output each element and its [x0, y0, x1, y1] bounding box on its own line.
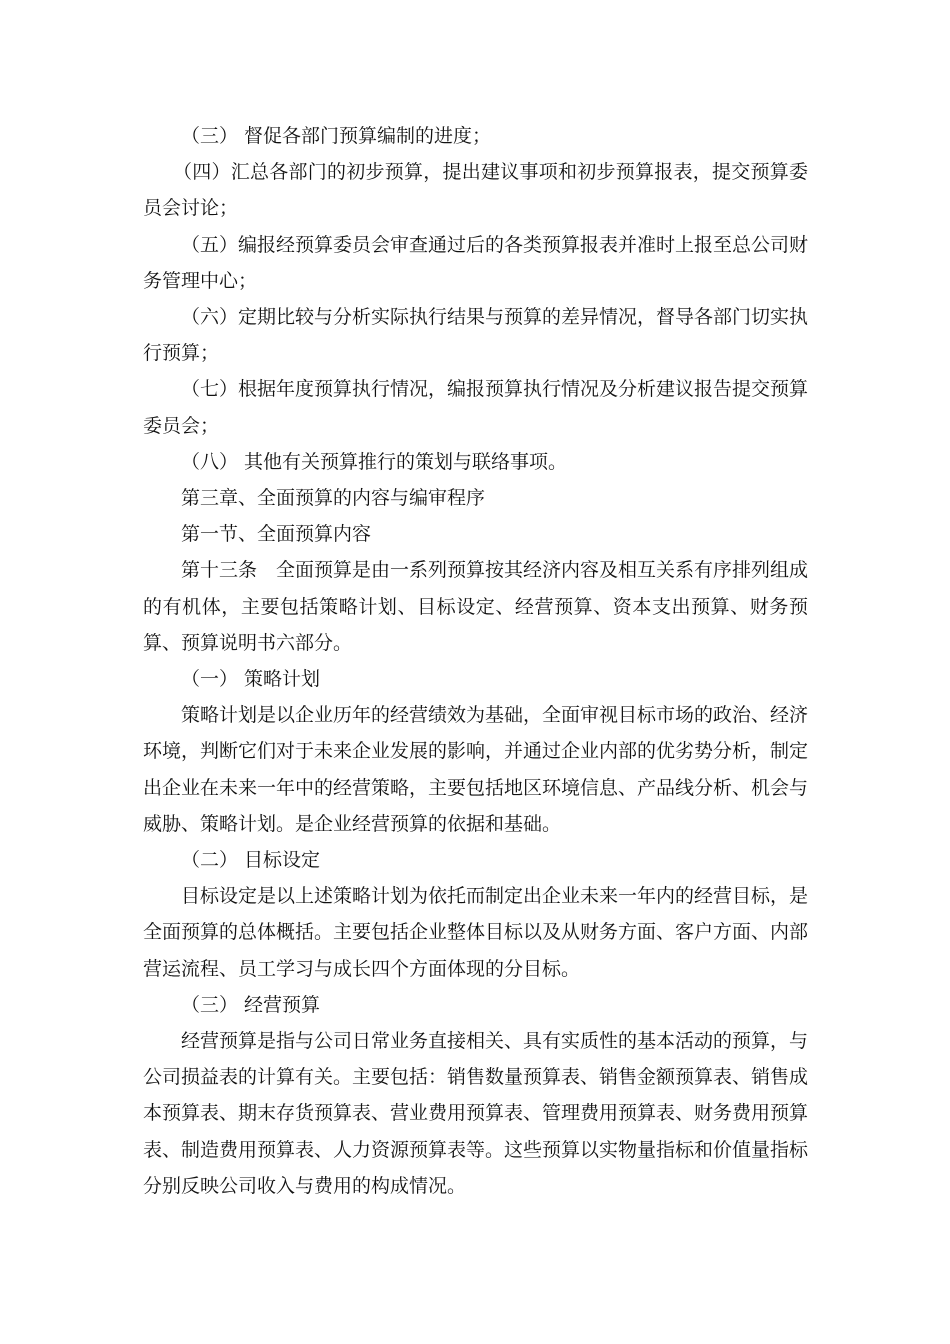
chapter-heading: 第三章、全面预算的内容与编审程序 — [181, 487, 486, 510]
list-item-three: （三） 督促各部门预算编制的进度； — [181, 125, 492, 147]
list-item-seven: （七）根据年度预算执行情况，编报预算执行情况及分析建议报告提交预算委员会； — [143, 378, 809, 437]
document-body — [143, 118, 808, 1204]
list-item-eight: （八） 其他有关预算推行的策划与联络事项。 — [181, 450, 568, 473]
subheading-operating-budget: （三） 经营预算 — [181, 993, 321, 1016]
subheading-strategy-plan: （一） 策略计划 — [181, 668, 321, 691]
list-item-five: （五）编报经预算委员会审查通过后的各类预算报表并准时上报至总公司财务管理中心； — [143, 233, 809, 292]
article-thirteen: 第十三条 全面预算是由一系列预算按其经济内容及相互关系有序排列组成的有机体，主要包括策略计划、目标设定、经营预算、资本支出预算、财务预算、预算说明书六部分。 — [143, 559, 809, 654]
paragraph-strategy-plan: 策略计划是以企业历年的经营绩效为基础，全面审视目标市场的政治、经济环境，判断它们对于未来企业发展的影响，并通过企业内部的优劣势分析，制定出企业在未来一年中的经营策略，主要包括地区环境信息、产品线分析、机会与威胁、策略计划。是企业经营预算的依据和基础。 — [143, 704, 809, 835]
paragraph-operating-budget: 经营预算是指与公司日常业务直接相关、具有实质性的基本活动的预算，与公司损益表的计算有关。主要包括：销售数量预算表、销售金额预算表、销售成本预算表、期末存货预算表、营业费用预算表、管理费用预算表、财务费用预算表、制造费用预算表、人力资源预算表等。这些预算以实物量指标和价值量指标分别反映公司收入与费用的构成情况。 — [143, 1030, 809, 1197]
section-heading: 第一节、全面预算内容 — [181, 523, 372, 546]
list-item-six: （六）定期比较与分析实际执行结果与预算的差异情况，督导各部门切实执行预算； — [143, 306, 809, 365]
paragraph-target-setting: 目标设定是以上述策略计划为依托而制定出企业未来一年内的经营目标，是全面预算的总体概括。主要包括企业整体目标以及从财务方面、客户方面、内部营运流程、员工学习与成长四个方面体现的分目标。 — [143, 885, 809, 980]
list-item-four: （四）汇总各部门的初步预算，提出建议事项和初步预算报表，提交预算委员会讨论； — [143, 161, 808, 220]
subheading-target-setting: （二） 目标设定 — [181, 849, 321, 872]
